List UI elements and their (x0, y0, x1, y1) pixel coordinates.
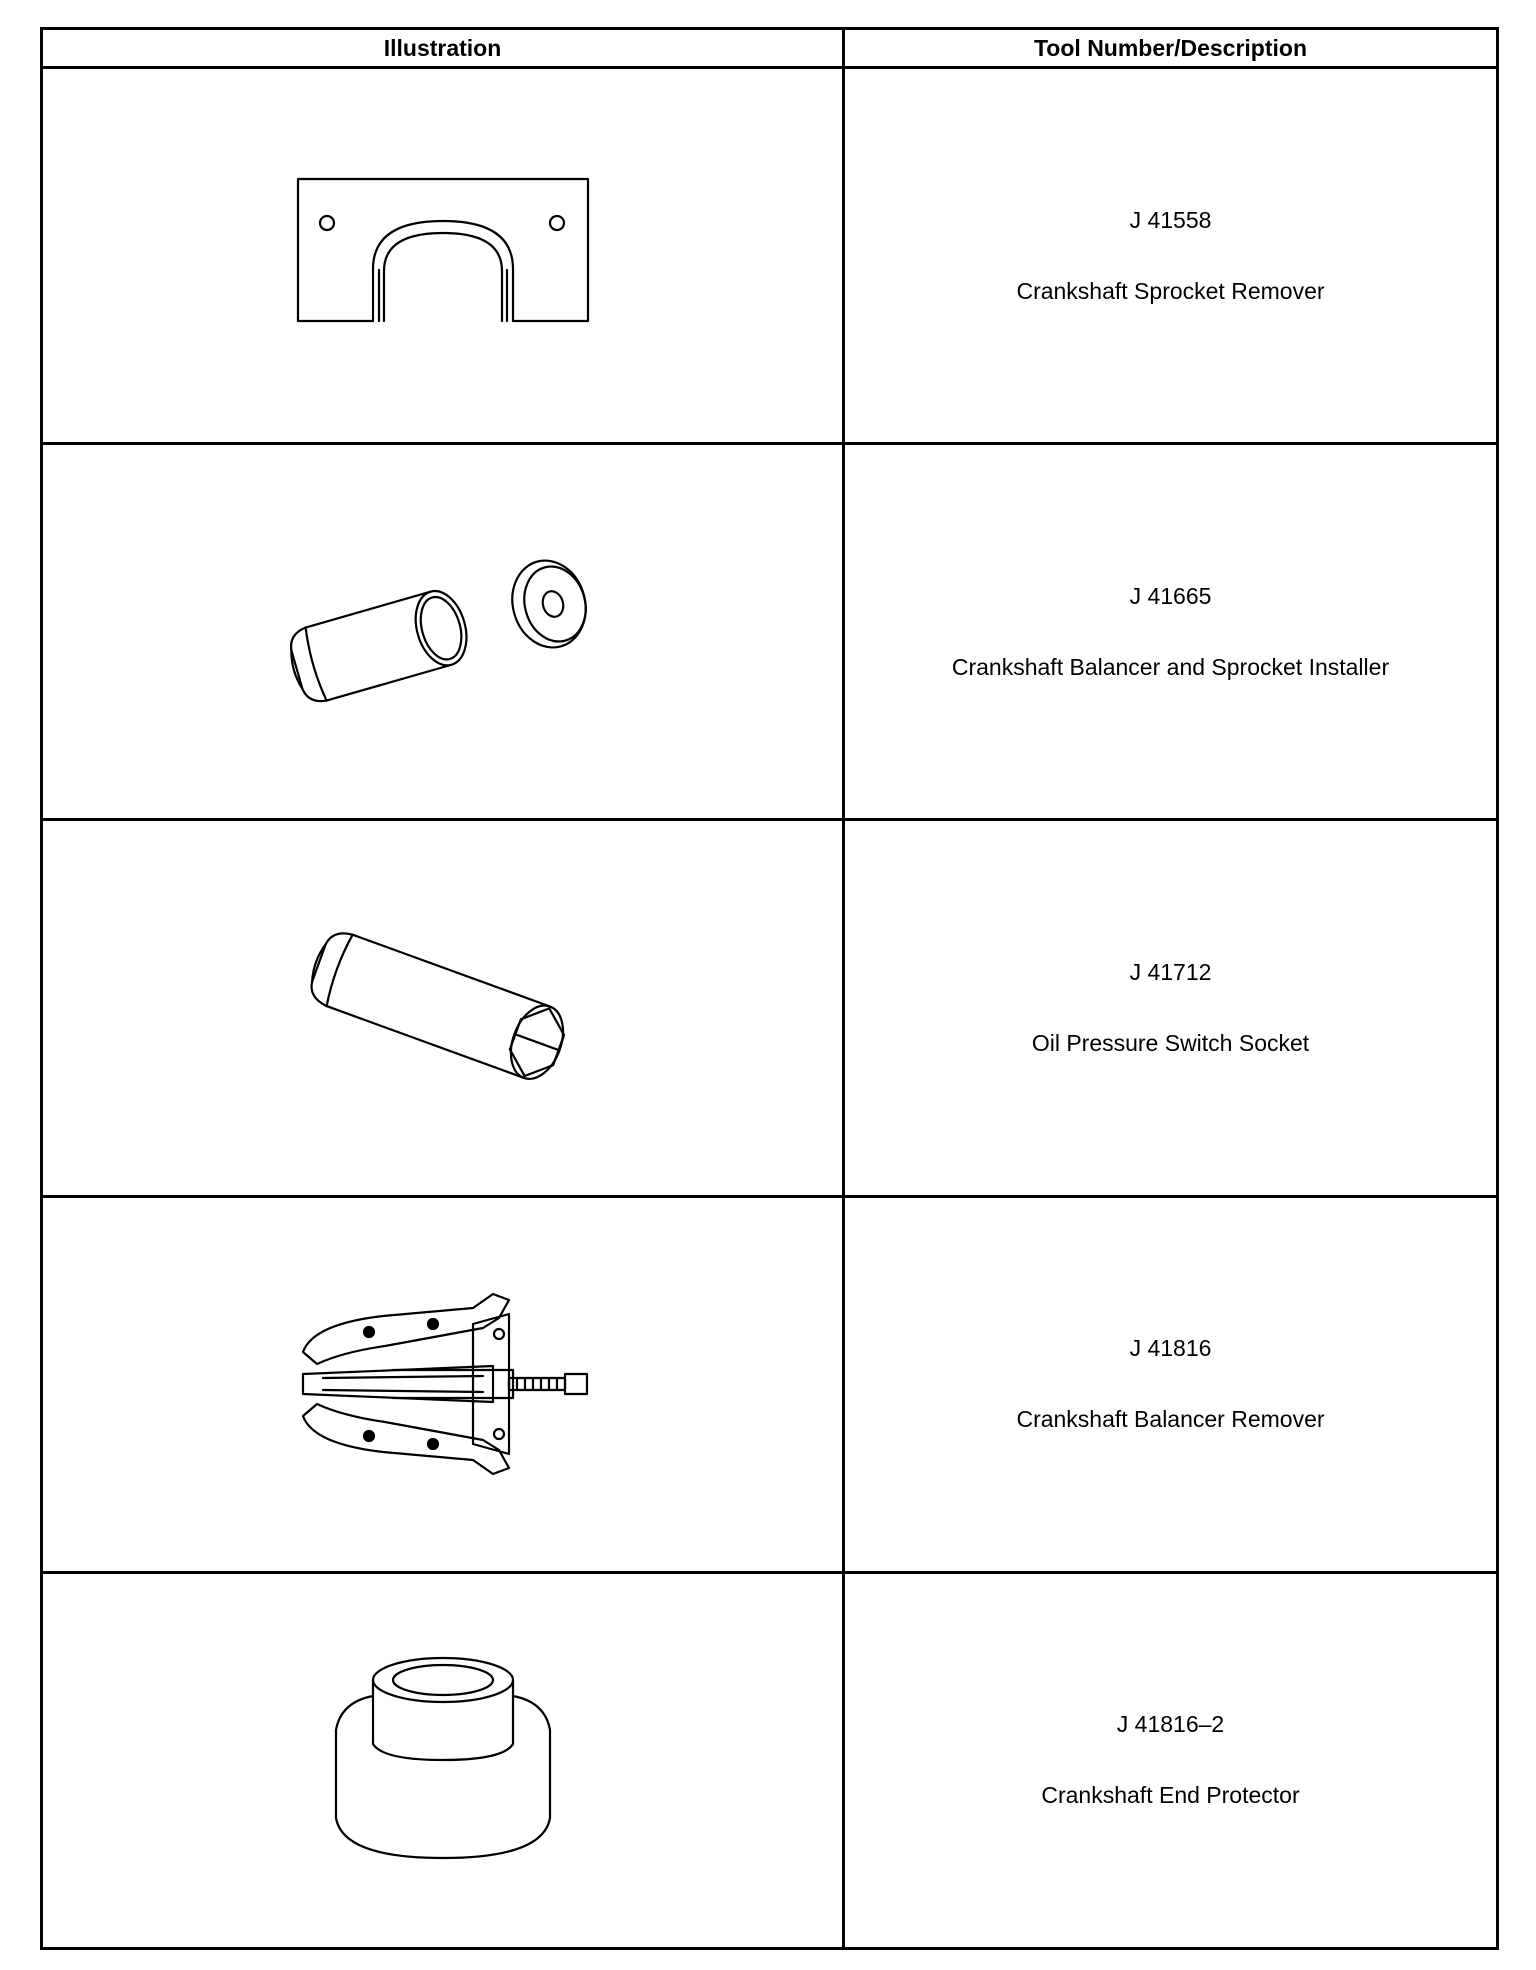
tool-number: J 41665 (1129, 582, 1212, 609)
tool-description: Oil Pressure Switch Socket (1031, 1029, 1310, 1056)
sprocket-remover-plate-icon (283, 171, 603, 341)
illustration-cell (42, 820, 844, 1196)
tool-description: Crankshaft Balancer Remover (1016, 1406, 1325, 1433)
tool-description: Crankshaft Sprocket Remover (1016, 277, 1325, 304)
balancer-installer-sleeve-washer-icon (273, 532, 613, 732)
tool-number: J 41816–2 (1116, 1711, 1225, 1738)
tool-number: J 41558 (1129, 206, 1212, 233)
tool-description: Crankshaft Balancer and Sprocket Installer (951, 653, 1390, 680)
table-row (42, 1572, 1498, 1948)
table-row (42, 1196, 1498, 1572)
table-row (42, 444, 1498, 820)
tool-cell (844, 820, 1498, 1196)
special-tools-table (40, 27, 1499, 1950)
end-protector-cap-icon (323, 1650, 563, 1870)
illustration-cell (42, 1196, 844, 1572)
illustration-column-header: Illustration (42, 29, 844, 68)
tool-number: J 41816 (1129, 1335, 1212, 1362)
table-row (42, 68, 1498, 444)
tool-cell (844, 1572, 1498, 1948)
tool-number: J 41712 (1129, 958, 1212, 985)
oil-pressure-socket-icon (273, 908, 613, 1108)
table-header-row (42, 29, 1498, 68)
three-jaw-puller-icon (273, 1284, 613, 1484)
illustration-cell (42, 68, 844, 444)
tool-cell (844, 1196, 1498, 1572)
illustration-cell (42, 444, 844, 820)
tool-cell (844, 68, 1498, 444)
tool-description: Crankshaft End Protector (1041, 1782, 1300, 1809)
tool-cell (844, 444, 1498, 820)
table-row (42, 820, 1498, 1196)
illustration-cell (42, 1572, 844, 1948)
tool-column-header: Tool Number/Description (844, 29, 1498, 68)
